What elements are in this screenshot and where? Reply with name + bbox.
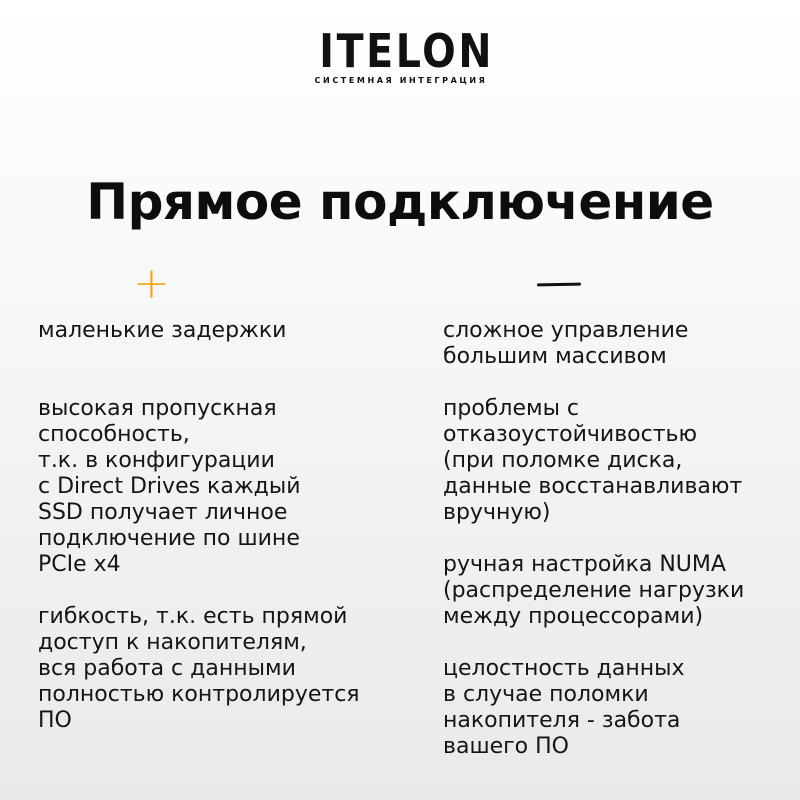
cons-item: целостность данных в случае поломки накопителя - забота вашего ПО [443, 656, 685, 759]
minus-icon [537, 283, 581, 287]
pros-item: высокая пропускная способность, т.к. в конфигурации с Direct Drives каждый SSD получает личное подключение по шине PCIe x4 [38, 396, 301, 577]
pros-item: маленькие задержки [38, 318, 287, 343]
page-title: Прямое подключение [86, 173, 714, 231]
pros-item: гибкость, т.к. есть прямой доступ к накопителям, вся работа с данными полностью контролируется ПО [38, 604, 360, 733]
logo-name: ITELON [319, 24, 495, 78]
cons-column [443, 318, 783, 760]
pros-column [38, 318, 398, 734]
cons-item: ручная настройка NUMA (распределение нагрузки между процессорами) [443, 552, 745, 629]
plus-icon: + [133, 258, 170, 309]
cons-item: сложное управление большим массивом [443, 318, 689, 369]
logo-tagline: СИСТЕМНАЯ ИНТЕГРАЦИЯ [314, 76, 488, 85]
brand-logo [306, 24, 496, 85]
cons-item: проблемы с отказоустойчивостью (при поломке диска, данные восстанавливают вручную) [443, 396, 743, 525]
